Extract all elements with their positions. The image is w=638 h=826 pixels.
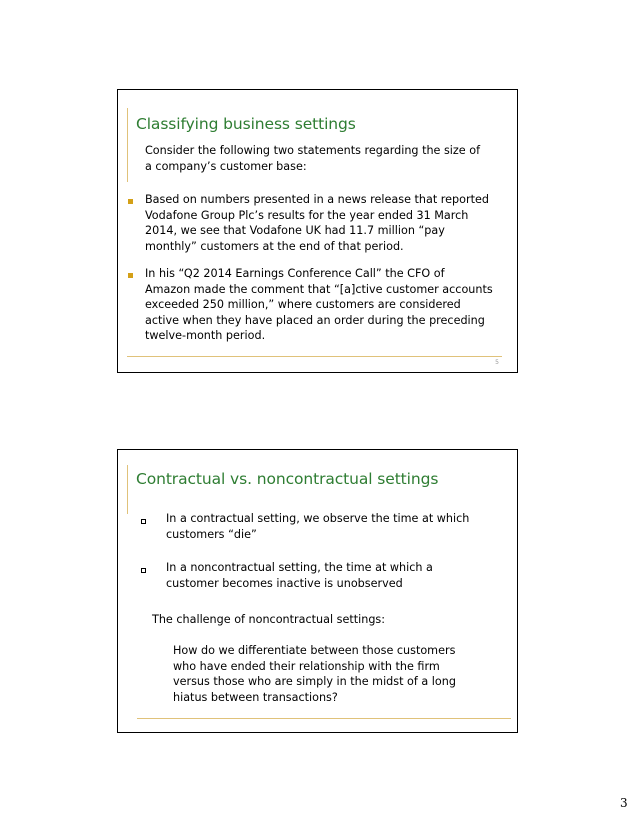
bullet-line: In his “Q2 2014 Earnings Conference Call” the CFO of [145,267,445,280]
question-line: How do we differentiate between those customers [173,644,456,657]
intro-line: Consider the following two statements regarding the size of [145,144,481,157]
hollow-square-bullet-icon [141,568,146,573]
slide-title: Classifying business settings [136,115,356,133]
slide-number: 5 [495,359,499,366]
accent-vertical-line [127,108,128,182]
page-number: 3 [620,796,628,810]
bullet-line: customer becomes inactive is unobserved [166,576,403,590]
bullet-line: exceeded 250 million,” where customers are considered [145,298,461,312]
bullet-line: Based on numbers presented in a news release that reported [145,193,489,206]
accent-horizontal-line [127,356,502,357]
bullet-line: active when they have placed an order during the preceding [145,313,485,327]
question-line: who have ended their relationship with the firm [173,659,440,673]
accent-vertical-line [127,465,128,514]
hollow-square-bullet-icon [141,519,146,524]
intro-text [145,143,480,174]
bullet-amazon [145,266,493,344]
slide-contractual-vs-noncontractual [117,449,518,733]
intro-line: a company’s customer base: [145,159,307,173]
bullet-line: In a noncontractual setting, the time at which a [166,561,433,574]
bullet-line: customers “die” [166,527,257,541]
bullet-vodafone [145,192,489,254]
question-line: versus those who are simply in the midst of a long [173,675,456,689]
square-bullet-icon [128,273,133,278]
bullet-line: monthly” customers at the end of that period. [145,239,404,253]
slide-classifying-business-settings [117,89,518,373]
bullet-noncontractual [166,560,433,591]
bullet-contractual [166,511,469,542]
bullet-line: Amazon made the comment that “[a]ctive customer accounts [145,282,493,296]
challenge-label: The challenge of noncontractual settings: [152,613,386,626]
question-line: hiatus between transactions? [173,690,338,704]
accent-horizontal-line [137,718,511,719]
bullet-line: twelve-month period. [145,329,266,343]
bullet-line: Vodafone Group Plc’s results for the year ended 31 March [145,208,469,222]
bullet-line: In a contractual setting, we observe the time at which [166,512,470,525]
slide-title: Contractual vs. noncontractual settings [136,470,439,488]
challenge-question [173,643,456,705]
bullet-line: 2014, we see that Vodafone UK had 11.7 million “pay [145,224,445,238]
square-bullet-icon [128,199,133,204]
